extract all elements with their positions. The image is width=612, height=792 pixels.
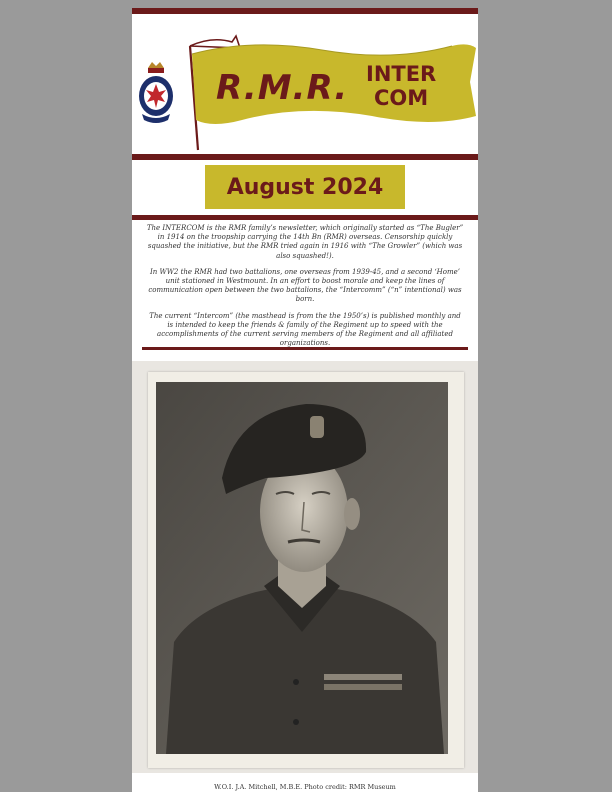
masthead-title-line2: COM bbox=[374, 86, 429, 110]
newsletter-page bbox=[132, 8, 478, 792]
date-rule bbox=[132, 215, 478, 220]
masthead bbox=[132, 24, 478, 152]
intro-rule bbox=[142, 347, 468, 350]
top-rule bbox=[132, 8, 478, 14]
intro-paragraph-1: The INTERCOM is the RMR family’s newsletter, which originally started as “The Bugler” in 1914 on the troopship carrying the 14th Bn (RMR) overseas. Censorship quickly squashed the initiative, but the RMR tried again in 1916 with “The Growler” (which was also squashed!). bbox=[146, 224, 464, 260]
intro-text bbox=[146, 224, 464, 355]
photo-caption: W.O.I. J.A. Mitchell, M.B.E. Photo credit: RMR Museum bbox=[214, 783, 396, 791]
masthead-title-line1: INTER bbox=[366, 62, 437, 86]
photo-print bbox=[148, 372, 464, 768]
photo-frame bbox=[132, 361, 478, 773]
masthead-rule bbox=[132, 154, 478, 160]
intro-paragraph-2: In WW2 the RMR had two battalions, one overseas from 1939-45, and a second ‘Home’ unit stationed in Westmount. In an effort to boost morale and keep the lines of communication open between the two battalions, the “Intercomm” (“n” intentional) was born. bbox=[148, 267, 462, 304]
intro-paragraph-3: The current “Intercom” (the masthead is from the the 1950’s) is published monthly and is intended to keep the friends & family of the Regiment up to speed with the accomplishments of the current serving members of the Regiment and all affiliated organizations. bbox=[149, 311, 461, 348]
issue-date-box bbox=[205, 165, 405, 209]
regimental-crest-icon bbox=[139, 62, 173, 123]
masthead-title-main: R.M.R. bbox=[216, 68, 349, 108]
issue-date: August 2024 bbox=[226, 174, 384, 200]
portrait-photo bbox=[156, 382, 448, 754]
